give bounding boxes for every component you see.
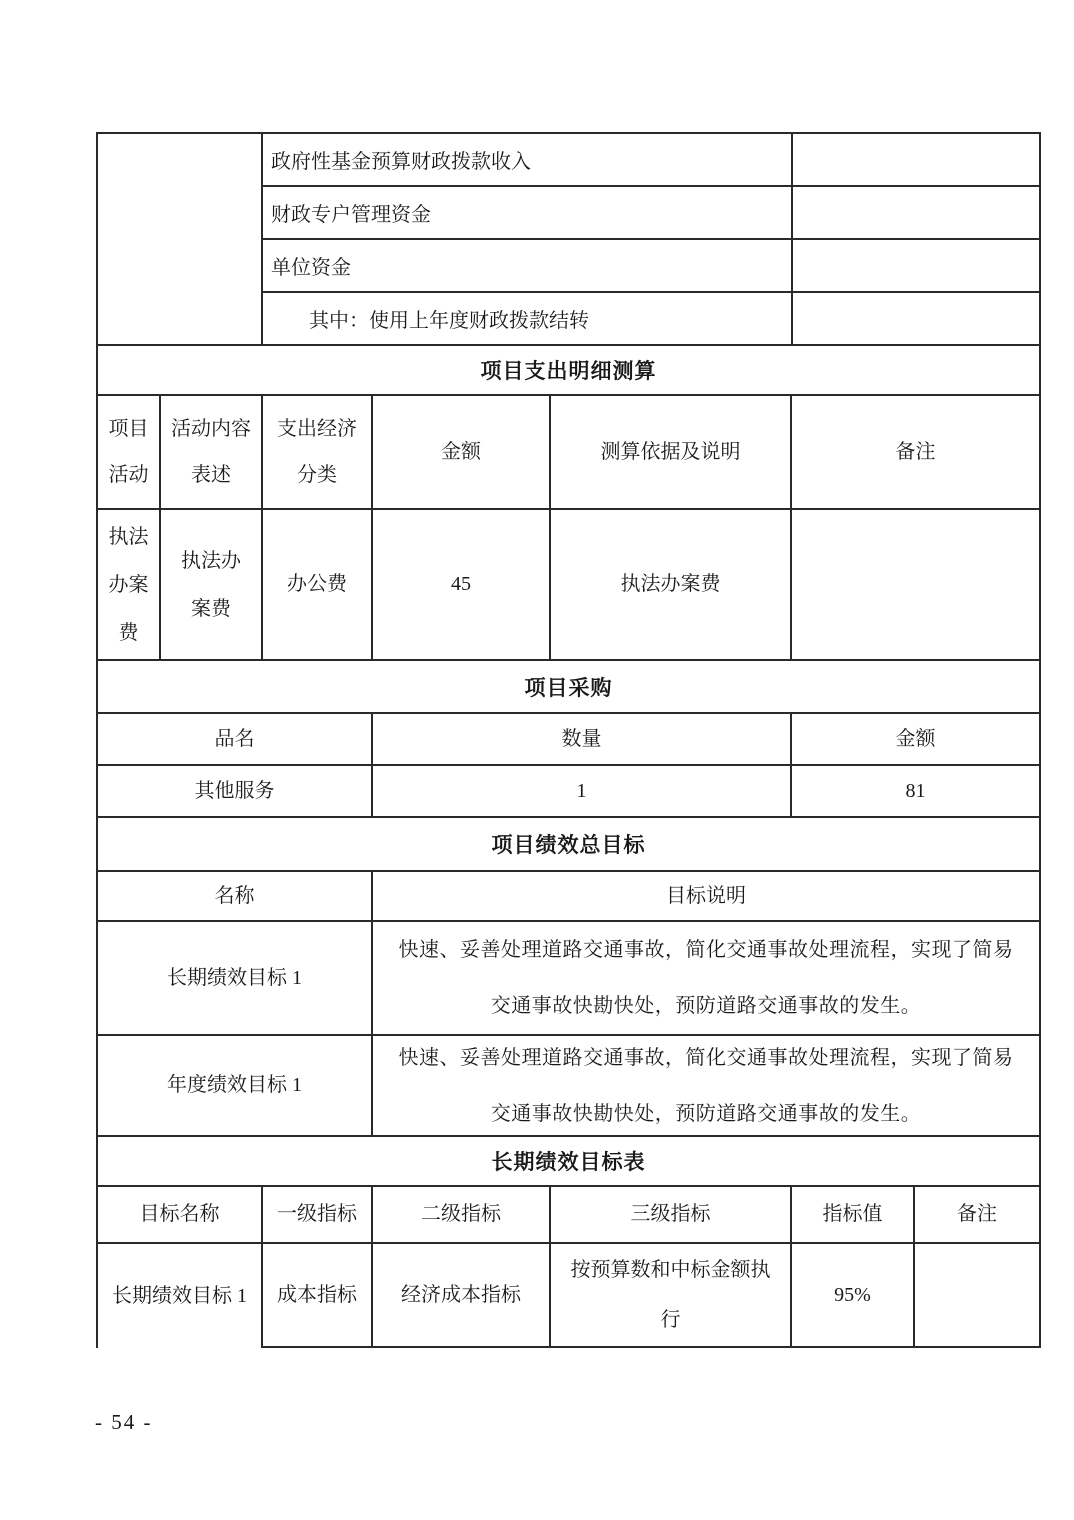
expense-detail-header-row (98, 396, 1039, 510)
cell-goal-name: 年度绩效目标 1 (98, 1036, 373, 1135)
cell-activity-line2: 办案 (108, 573, 149, 596)
procurement-title: 项目采购 (98, 661, 1039, 714)
longterm-header-row (98, 1187, 1039, 1244)
cell-goal-desc (373, 1036, 1039, 1135)
header-activity-line2: 活动 (108, 464, 149, 486)
funding-item-label: 其中：使用上年度财政拨款结转 (263, 293, 793, 344)
cell-amount: 81 (905, 779, 926, 802)
cell-level3 (551, 1244, 792, 1348)
expense-detail-data-row (98, 510, 1039, 661)
funding-item-label: 财政专户管理资金 (263, 187, 793, 238)
cell-category: 办公费 (263, 510, 373, 659)
header-note: 备注 (895, 440, 936, 463)
cell-amount: 45 (373, 510, 551, 659)
budget-performance-table (96, 132, 1041, 1348)
procurement-data-row (98, 766, 1039, 818)
cell-content (161, 510, 263, 659)
funding-value-cell (793, 240, 1039, 291)
cell-content-line2: 案费 (191, 597, 231, 620)
header-target-name: 目标名称 (98, 1187, 263, 1242)
cell-basis: 执法办案费 (551, 510, 792, 659)
header-goal-name: 名称 (98, 872, 373, 920)
overall-goal-row (98, 922, 1039, 1036)
funding-item-label: 单位资金 (263, 240, 793, 291)
header-goal-desc: 目标说明 (666, 884, 746, 907)
goal-desc-line2: 交通事故快勘快处，预防道路交通事故的发生。 (490, 1102, 922, 1125)
funding-section (98, 134, 1039, 346)
cell-activity (98, 510, 161, 659)
funding-value-cell (793, 293, 1039, 344)
header-content-line1: 活动内容 (171, 418, 251, 440)
funding-value-cell (793, 187, 1039, 238)
cell-note (792, 510, 1039, 659)
cell-level3-line1: 按预算数和中标金额执 (570, 1259, 771, 1281)
header-content (161, 396, 263, 508)
header-level1: 一级指标 (263, 1187, 373, 1242)
longterm-table-title: 长期绩效目标表 (98, 1137, 1039, 1187)
cell-indicator-value: 95% (792, 1244, 915, 1348)
cell-target-name: 长期绩效目标 1 (98, 1244, 263, 1348)
cell-note (915, 1244, 1039, 1348)
expense-detail-title: 项目支出明细测算 (98, 346, 1039, 396)
goal-desc-line2: 交通事故快勘快处，预防道路交通事故的发生。 (490, 995, 922, 1017)
header-quantity: 数量 (373, 714, 792, 764)
funding-rows (263, 134, 1039, 344)
header-amount: 金额 (895, 727, 936, 750)
cell-level1: 成本指标 (263, 1244, 373, 1348)
overall-goals-header-row (98, 872, 1039, 922)
header-category (263, 396, 373, 508)
procurement-header-row (98, 714, 1039, 766)
cell-quantity: 1 (373, 766, 792, 816)
funding-value-cell (793, 134, 1039, 185)
cell-item-name: 其他服务 (98, 766, 373, 816)
funding-row (263, 134, 1039, 187)
header-content-line2: 表述 (191, 464, 231, 486)
overall-goal-row (98, 1036, 1039, 1137)
cell-content-line1: 执法办 (181, 549, 241, 572)
header-item-name: 品名 (98, 714, 373, 764)
funding-merged-empty-cell (98, 134, 263, 344)
overall-goals-title: 项目绩效总目标 (98, 818, 1039, 872)
cell-goal-desc (373, 922, 1039, 1034)
header-indicator-value: 指标值 (792, 1187, 915, 1242)
header-level2: 二级指标 (373, 1187, 551, 1242)
header-basis: 测算依据及说明 (551, 396, 792, 508)
header-activity (98, 396, 161, 508)
funding-item-label: 政府性基金预算财政拨款收入 (263, 134, 793, 185)
header-category-line1: 支出经济 (277, 418, 357, 440)
longterm-data-row (98, 1244, 1039, 1348)
cell-goal-name: 长期绩效目标 1 (98, 922, 373, 1034)
header-category-line2: 分类 (297, 464, 337, 486)
cell-level3-line2: 行 (660, 1309, 681, 1331)
cell-activity-line1: 执法 (108, 525, 149, 548)
funding-row (263, 240, 1039, 293)
header-level3: 三级指标 (551, 1187, 792, 1242)
page-number: - 54 - (95, 1410, 153, 1434)
cell-level2: 经济成本指标 (373, 1244, 551, 1348)
header-note: 备注 (957, 1203, 997, 1225)
goal-desc-line1: 快速、妥善处理道路交通事故，简化交通事故处理流程，实现了简易 (398, 1046, 1014, 1069)
cell-activity-line3: 费 (118, 621, 139, 644)
funding-row (263, 293, 1039, 344)
header-activity-line1: 项目 (108, 418, 149, 440)
funding-row (263, 187, 1039, 240)
header-amount: 金额 (373, 396, 551, 508)
goal-desc-line1: 快速、妥善处理道路交通事故，简化交通事故处理流程，实现了简易 (398, 939, 1014, 961)
